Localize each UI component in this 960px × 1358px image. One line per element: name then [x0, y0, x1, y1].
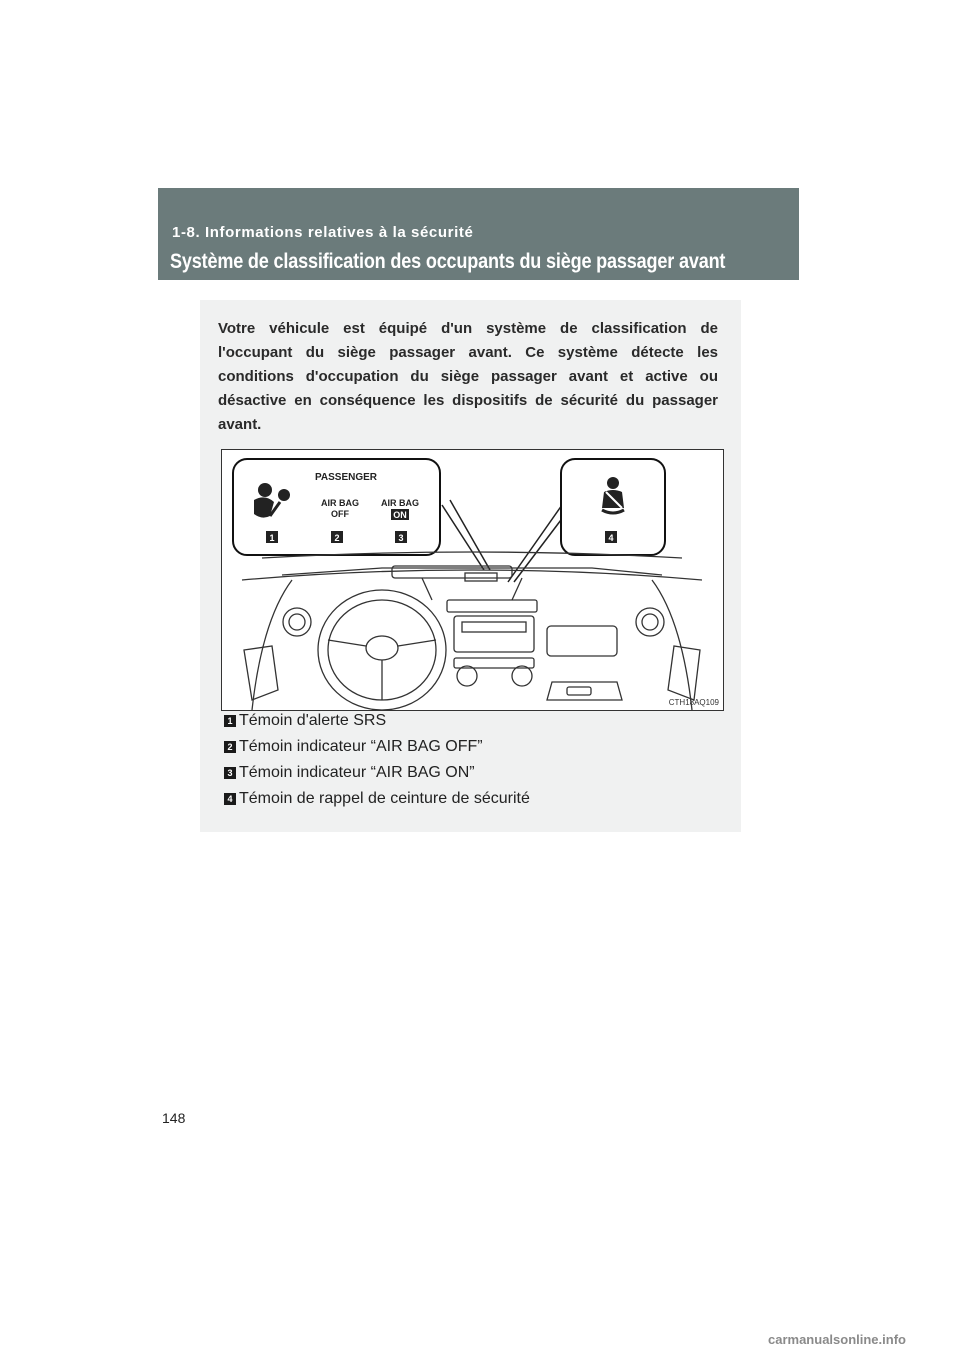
callout-line-left [442, 505, 484, 570]
legend-item [224, 760, 530, 786]
legend-item-text: Témoin indicateur “AIR BAG ON” [239, 764, 475, 781]
legend-item [224, 708, 530, 734]
dashboard-illustration [222, 450, 723, 710]
passenger-label: PASSENGER [314, 472, 378, 483]
airbag-off-label-line2: OFF [331, 509, 349, 519]
legend-item [224, 786, 530, 812]
airbag-on-label-line1: AIR BAG [381, 498, 419, 508]
airbag-off-label-line1: AIR BAG [321, 498, 359, 508]
callout-number-1: 1 [269, 533, 275, 543]
legend-item-text: Témoin de rappel de ceinture de sécurité [239, 790, 530, 807]
legend-list [224, 708, 530, 812]
legend-number-badge: 4 [224, 793, 236, 805]
section-header [158, 188, 799, 280]
legend-number-badge: 3 [224, 767, 236, 779]
airbag-on-label-line2: ON [393, 510, 407, 520]
dashboard-figure [221, 449, 724, 711]
section-label: 1-8. Informations relatives à la sécurité [172, 224, 474, 241]
legend-item-text: Témoin indicateur “AIR BAG OFF” [239, 738, 483, 755]
callout-number-3: 3 [398, 533, 404, 543]
indicator-panel [465, 573, 497, 581]
figure-code: CTH18AQ109 [668, 698, 719, 707]
watermark: carmanualsonline.info [768, 1332, 906, 1347]
dashboard-line-art [242, 552, 702, 710]
legend-item [224, 734, 530, 760]
callout-line-left-2 [450, 500, 490, 570]
content-box [200, 300, 741, 832]
callout-number-4: 4 [608, 533, 614, 543]
page-title: Système de classification des occupants du siège passager avant [170, 250, 726, 273]
legend-number-badge: 2 [224, 741, 236, 753]
legend-number-badge: 1 [224, 715, 236, 727]
intro-paragraph: Votre véhicule est équipé d'un système de classification de l'occupant du siège passager avant. Ce système détecte les conditions d'occupation du siège passager avant et active ou désactive en conséquence les dispositifs de sécurité du passager avant. [218, 320, 718, 433]
page-number: 148 [162, 1110, 186, 1126]
callout-number-2: 2 [334, 533, 340, 543]
legend-item-text: Témoin d'alerte SRS [239, 712, 387, 729]
